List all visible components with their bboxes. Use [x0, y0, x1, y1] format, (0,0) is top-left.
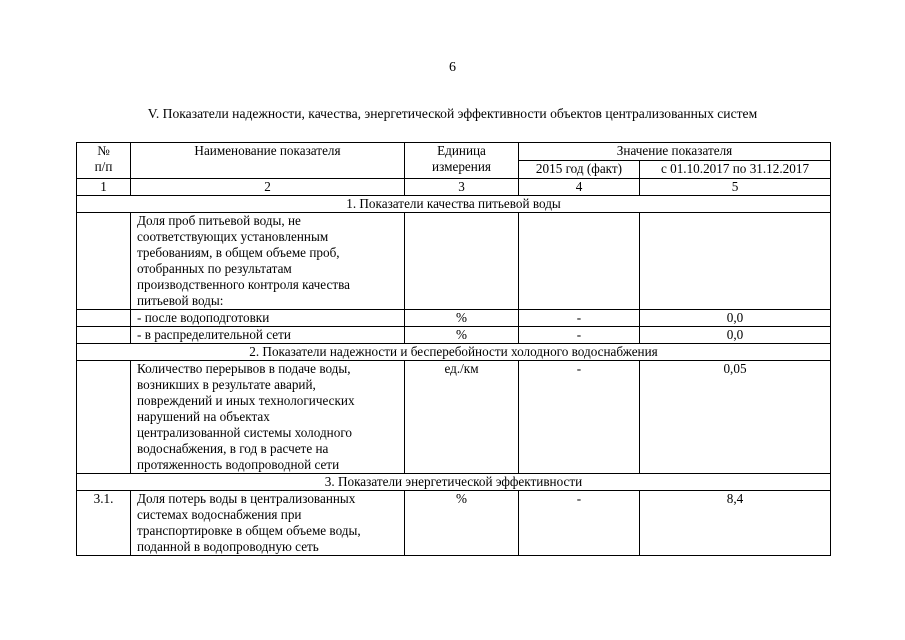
row-number-cell	[77, 213, 131, 310]
unit-cell	[405, 213, 519, 310]
section-title-cell: 1. Показатели качества питьевой воды	[77, 196, 831, 213]
header-num: № п/п	[77, 143, 131, 179]
value-2015-cell	[519, 213, 640, 310]
value-2015-cell: -	[519, 310, 640, 327]
value-period-cell	[640, 213, 831, 310]
header-2015: 2015 год (факт)	[519, 161, 640, 179]
indicator-name-cell: - в распределительной сети	[131, 327, 405, 344]
header-name: Наименование показателя	[131, 143, 405, 179]
indicators-table	[76, 142, 831, 556]
section-header-row	[77, 196, 831, 213]
section-title-cell: 3. Показатели энергетической эффективности	[77, 474, 831, 491]
header-row-1	[77, 143, 831, 161]
unit-cell: %	[405, 327, 519, 344]
indicator-name-cell: - после водоподготовки	[131, 310, 405, 327]
unit-cell: %	[405, 491, 519, 556]
indicator-row	[77, 310, 831, 327]
row-number-cell: 3.1.	[77, 491, 131, 556]
value-2015-cell: -	[519, 327, 640, 344]
indicator-name-cell: Количество перерывов в подаче воды, возникших в результате аварий, повреждений и иных технологических нарушений на объектах централизованной системы холодного водоснабжения, в год в расчете на протяженность водопроводной сети	[131, 361, 405, 474]
indicator-row	[77, 361, 831, 474]
indicator-name-cell: Доля проб питьевой воды, не соответствующих установленным требованиям, в общем объеме проб, отобранных по результатам производственного контроля качества питьевой воды:	[131, 213, 405, 310]
column-number: 5	[640, 179, 831, 196]
column-number: 1	[77, 179, 131, 196]
value-2015-cell: -	[519, 361, 640, 474]
column-number: 3	[405, 179, 519, 196]
section-title-cell: 2. Показатели надежности и бесперебойности холодного водоснабжения	[77, 344, 831, 361]
indicator-name-cell: Доля потерь воды в централизованных системах водоснабжения при транспортировке в общем объеме воды, поданной в водопроводную сеть	[131, 491, 405, 556]
row-number-cell	[77, 361, 131, 474]
indicator-row	[77, 213, 831, 310]
section-header-row	[77, 344, 831, 361]
header-value-group: Значение показателя	[519, 143, 831, 161]
indicator-row	[77, 491, 831, 556]
column-number: 4	[519, 179, 640, 196]
header-period: с 01.10.2017 по 31.12.2017	[640, 161, 831, 179]
value-period-cell: 0,05	[640, 361, 831, 474]
column-numbers-row	[77, 179, 831, 196]
unit-cell: ед./км	[405, 361, 519, 474]
page-number: 6	[449, 60, 456, 75]
row-number-cell	[77, 310, 131, 327]
column-number: 2	[131, 179, 405, 196]
section-header-row	[77, 474, 831, 491]
value-period-cell: 0,0	[640, 310, 831, 327]
value-period-cell: 0,0	[640, 327, 831, 344]
section-title: V. Показатели надежности, качества, энергетической эффективности объектов централизованных систем	[147, 106, 758, 121]
header-unit: Единица измерения	[405, 143, 519, 179]
indicator-row	[77, 327, 831, 344]
unit-cell: %	[405, 310, 519, 327]
value-2015-cell: -	[519, 491, 640, 556]
value-period-cell: 8,4	[640, 491, 831, 556]
row-number-cell	[77, 327, 131, 344]
